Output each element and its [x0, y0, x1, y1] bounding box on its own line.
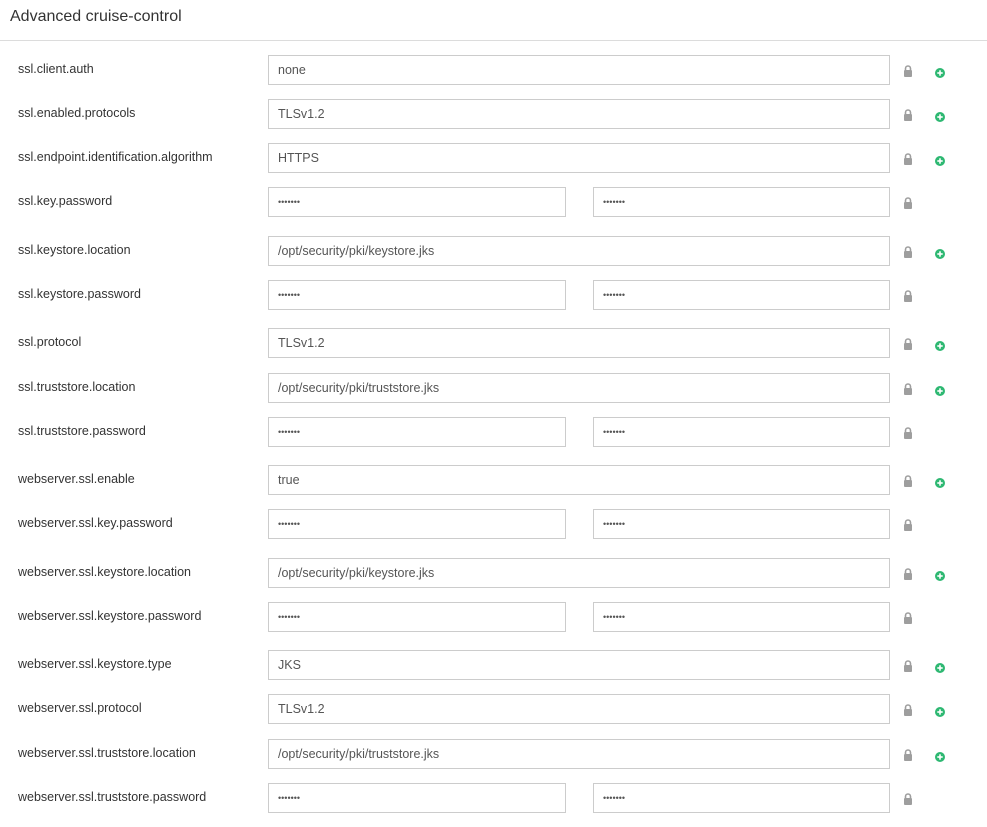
property-value-input[interactable]: /opt/security/pki/truststore.jks: [268, 739, 890, 769]
property-row: [0, 373, 987, 403]
property-label: ssl.enabled.protocols: [18, 106, 136, 120]
property-label: ssl.key.password: [18, 194, 113, 208]
property-row: [0, 739, 987, 769]
plus-circle-icon[interactable]: [935, 65, 945, 75]
lock-icon[interactable]: [903, 245, 913, 257]
property-label: ssl.keystore.password: [18, 287, 141, 301]
plus-circle-icon[interactable]: [935, 660, 945, 670]
lock-icon[interactable]: [903, 792, 913, 804]
property-value-input[interactable]: TLSv1.2: [268, 694, 890, 724]
property-value-input[interactable]: /opt/security/pki/keystore.jks: [268, 558, 890, 588]
property-label: webserver.ssl.key.password: [18, 516, 173, 530]
lock-icon[interactable]: [903, 659, 913, 671]
password-confirm-field[interactable]: •••••••: [593, 602, 890, 632]
plus-circle-icon[interactable]: [935, 246, 945, 256]
property-row: [0, 783, 987, 813]
property-label: webserver.ssl.enable: [18, 472, 135, 486]
password-field[interactable]: •••••••: [268, 417, 566, 447]
property-row: [0, 558, 987, 588]
property-label: webserver.ssl.keystore.password: [18, 609, 202, 623]
property-row: [0, 187, 987, 217]
property-row: [0, 694, 987, 724]
property-label: webserver.ssl.keystore.type: [18, 657, 172, 671]
property-value-input[interactable]: TLSv1.2: [268, 328, 890, 358]
lock-icon[interactable]: [903, 289, 913, 301]
password-confirm-field[interactable]: •••••••: [593, 783, 890, 813]
property-value-input[interactable]: JKS: [268, 650, 890, 680]
password-confirm-field[interactable]: •••••••: [593, 280, 890, 310]
lock-icon[interactable]: [903, 337, 913, 349]
property-row: [0, 236, 987, 266]
lock-icon[interactable]: [903, 64, 913, 76]
property-label: ssl.truststore.location: [18, 380, 136, 394]
plus-circle-icon[interactable]: [935, 153, 945, 163]
lock-icon[interactable]: [903, 382, 913, 394]
property-label: webserver.ssl.truststore.location: [18, 746, 196, 760]
password-confirm-field[interactable]: •••••••: [593, 187, 890, 217]
lock-icon[interactable]: [903, 426, 913, 438]
plus-circle-icon[interactable]: [935, 109, 945, 119]
password-confirm-field[interactable]: •••••••: [593, 509, 890, 539]
lock-icon[interactable]: [903, 474, 913, 486]
plus-circle-icon[interactable]: [935, 749, 945, 759]
plus-circle-icon[interactable]: [935, 475, 945, 485]
password-field[interactable]: •••••••: [268, 783, 566, 813]
property-label: ssl.truststore.password: [18, 424, 146, 438]
plus-circle-icon[interactable]: [935, 568, 945, 578]
property-row: [0, 280, 987, 310]
property-label: ssl.endpoint.identification.algorithm: [18, 150, 213, 164]
password-confirm-field[interactable]: •••••••: [593, 417, 890, 447]
property-label: ssl.protocol: [18, 335, 82, 349]
lock-icon[interactable]: [903, 152, 913, 164]
lock-icon[interactable]: [903, 518, 913, 530]
property-label: webserver.ssl.truststore.password: [18, 790, 207, 804]
property-label: ssl.keystore.location: [18, 243, 131, 257]
property-value-input[interactable]: /opt/security/pki/truststore.jks: [268, 373, 890, 403]
property-value-input[interactable]: true: [268, 465, 890, 495]
panel-header[interactable]: [0, 0, 987, 41]
property-label: ssl.client.auth: [18, 62, 94, 76]
lock-icon[interactable]: [903, 703, 913, 715]
lock-icon[interactable]: [903, 611, 913, 623]
property-value-input[interactable]: TLSv1.2: [268, 99, 890, 129]
password-field[interactable]: •••••••: [268, 280, 566, 310]
property-row: [0, 55, 987, 85]
property-row: [0, 417, 987, 447]
property-row: [0, 328, 987, 358]
property-row: [0, 143, 987, 173]
property-row: [0, 465, 987, 495]
plus-circle-icon[interactable]: [935, 338, 945, 348]
lock-icon[interactable]: [903, 108, 913, 120]
panel-title: Advanced cruise-control: [10, 8, 182, 25]
password-field[interactable]: •••••••: [268, 602, 566, 632]
property-row: [0, 509, 987, 539]
password-field[interactable]: •••••••: [268, 509, 566, 539]
plus-circle-icon[interactable]: [935, 704, 945, 714]
property-label: webserver.ssl.protocol: [18, 701, 142, 715]
property-row: [0, 99, 987, 129]
lock-icon[interactable]: [903, 196, 913, 208]
lock-icon[interactable]: [903, 567, 913, 579]
property-label: webserver.ssl.keystore.location: [18, 565, 191, 579]
property-row: [0, 650, 987, 680]
property-value-input[interactable]: none: [268, 55, 890, 85]
property-value-input[interactable]: HTTPS: [268, 143, 890, 173]
property-value-input[interactable]: /opt/security/pki/keystore.jks: [268, 236, 890, 266]
plus-circle-icon[interactable]: [935, 383, 945, 393]
lock-icon[interactable]: [903, 748, 913, 760]
property-row: [0, 602, 987, 632]
password-field[interactable]: •••••••: [268, 187, 566, 217]
